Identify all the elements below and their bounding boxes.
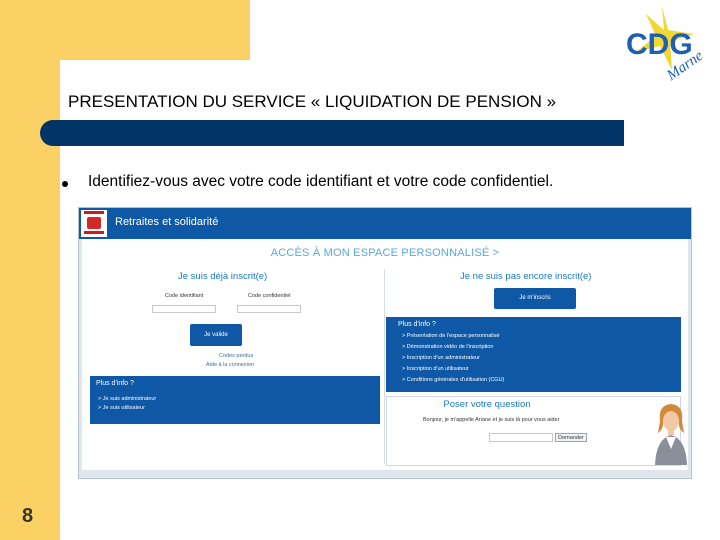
left-info-title: Plus d'info ? [96,380,134,387]
info-link-video-demo[interactable]: > Démonstration vidéo de l'inscription [402,344,494,350]
question-box [386,396,681,466]
info-link-admin-registration[interactable]: > Inscription d'un administrateur [402,355,480,361]
bullet-text: Identifiez-vous avec votre code identifiant et votre code confidentiel. [88,173,554,190]
info-link-cgu[interactable]: > Conditions générales d'utilisation (CGU) [402,377,505,383]
confidentiel-label: Code confidentiel [248,293,291,299]
info-link-admin[interactable]: > Je suis administrateur [98,396,157,402]
bullet-icon [62,181,68,187]
website-screenshot [78,207,692,479]
confidentiel-input[interactable] [237,305,301,313]
slide-number: 8 [22,505,34,527]
slide-decor-left [0,0,60,540]
login-heading: Je suis déjà inscrit(e) [178,271,268,282]
left-info-box [90,376,380,424]
slide-decor-top [60,0,250,60]
cdg-logo [622,4,716,84]
validate-button[interactable]: Je valide [190,324,242,346]
info-link-user-registration[interactable]: > Inscription d'un utilisateur [402,366,469,372]
register-heading: Je ne suis pas encore inscrit(e) [460,271,592,282]
forgot-codes-link[interactable]: Codes perdus [219,353,254,359]
ask-button[interactable]: Demander [555,433,587,442]
right-info-title: Plus d'info ? [398,321,436,328]
acces-title-link[interactable]: ACCÈS À MON ESPACE PERSONNALISÉ > [270,247,500,259]
right-info-box [386,317,681,392]
identifiant-input[interactable] [152,305,216,313]
slide-title: PRESENTATION DU SERVICE « LIQUIDATION DE PENSION » [68,92,557,111]
logo-subtext: Marne [664,47,707,84]
question-input[interactable] [489,433,553,442]
site-content [82,239,688,470]
title-underline-bar [40,120,624,146]
assistant-avatar-icon [652,399,690,465]
info-link-user[interactable]: > Je suis utilisateur [98,405,145,411]
register-button[interactable]: Je m'inscris [494,288,576,309]
column-divider [384,269,385,464]
site-logo-icon[interactable] [81,210,107,237]
site-title: Retraites et solidarité [115,216,219,228]
site-header [79,208,691,239]
help-connection-link[interactable]: Aide à la connexion [206,362,255,368]
question-heading: Poser votre question [443,399,531,410]
identifiant-label: Code identifiant [165,293,204,299]
logo-text: CDG [626,28,693,61]
info-link-presentation[interactable]: > Présentation de l'espace personnalisé [402,333,500,339]
question-intro-text: Bonjour, je m'appelle Ariane et je suis là pour vous aider [423,417,560,423]
